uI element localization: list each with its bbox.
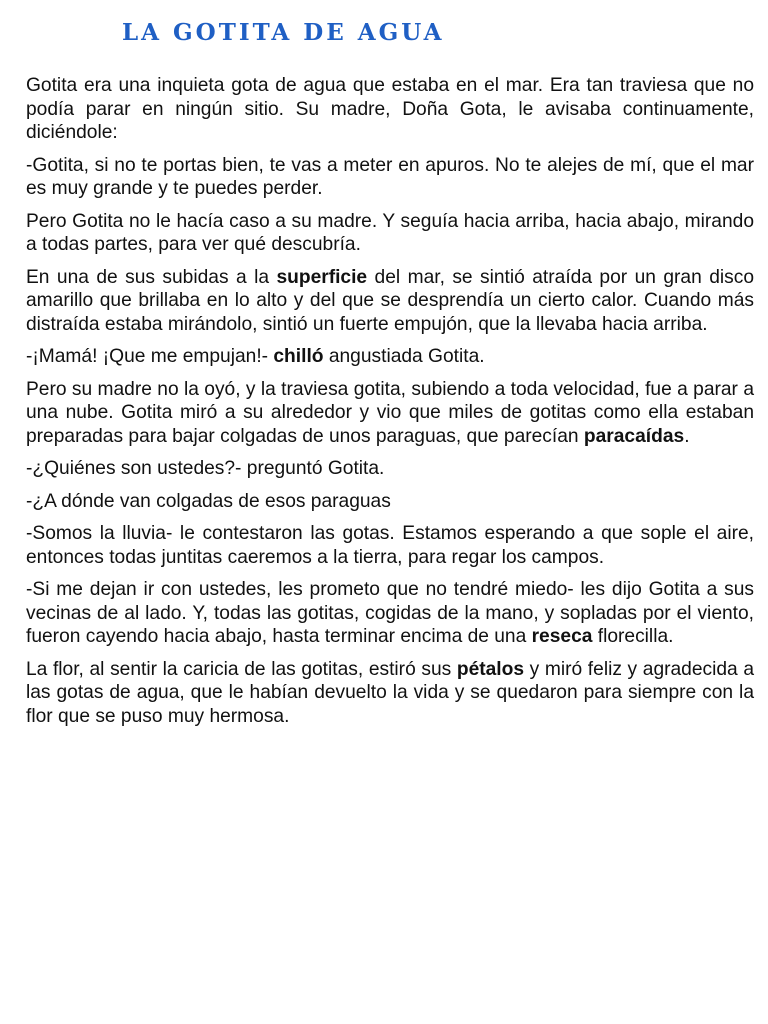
text-run: florecilla.: [592, 626, 674, 647]
bold-word: chilló: [273, 346, 324, 367]
story-body: [26, 74, 754, 728]
text-run: -Gotita, si no te portas bien, te vas a meter en apuros. No te alejes de mí, que el mar es muy grande y te puedes perder.: [26, 154, 754, 199]
paragraph: [26, 522, 754, 569]
text-run: Gotita era una inquieta gota de agua que estaba en el mar. Era tan traviesa que no podía parar en ningún sitio. Su madre, Doña Gota, le avisaba continuamente, diciéndole:: [26, 75, 754, 143]
paragraph: [26, 457, 754, 481]
paragraph: [26, 210, 754, 257]
paragraph: [26, 490, 754, 514]
text-run: del mar, se sintió atraída por un gran disco amarillo que brillaba en lo alto y del que se desprendía un cierto calor. Cuando más distraída estaba mirándolo, sintió un fuerte empujón, que la llevaba hacia arriba.: [26, 266, 754, 335]
text-run: En una de sus subidas a la: [26, 266, 277, 288]
text-run: -Si me dejan ir con ustedes, les prometo que no tendré miedo- les dijo Gotita a sus vecinas de al lado. Y, todas las gotitas, cogidas de la mano, y sopladas por el viento, fueron cayendo hacia abajo, hasta terminar encima de una: [26, 579, 754, 647]
paragraph: [26, 266, 754, 337]
paragraph: [26, 74, 754, 145]
text-run: La flor, al sentir la caricia de las gotitas, estiró sus: [26, 658, 457, 680]
text-run: y miró feliz y agradecida a las gotas de agua, que le habían devuelto la vida y se quedaron para siempre con la flor que se puso muy hermosa.: [26, 658, 755, 727]
story-title: LA GOTITA DE AGUA: [122, 19, 445, 46]
text-run: -Somos la lluvia- le contestaron las gotas. Estamos esperando a que sople el aire, entonces todas juntitas caeremos a la tierra, para regar los campos.: [26, 523, 754, 568]
bold-word: paracaídas: [583, 425, 685, 447]
bold-word: superficie: [276, 266, 368, 288]
paragraph: [26, 378, 754, 449]
text-run: -¿Quiénes son ustedes?- preguntó Gotita.: [26, 458, 385, 479]
text-run: angustiada Gotita.: [323, 346, 485, 367]
text-run: Pero su madre no la oyó, y la traviesa gotita, subiendo a toda velocidad, fue a parar a una nube. Gotita miró a su alrededor y vio que miles de gotitas como ella estaban preparadas para bajar colgadas de unos paraguas, que parecían: [26, 378, 754, 447]
paragraph: [26, 154, 754, 201]
text-run: Pero Gotita no le hacía caso a su madre. Y seguía hacia arriba, hacia abajo, mirando a todas partes, para ver qué descubría.: [26, 210, 754, 255]
paragraph: [26, 578, 754, 649]
text-run: -¡Mamá! ¡Que me empujan!-: [26, 346, 274, 367]
bold-word: pétalos: [456, 658, 525, 680]
paragraph: [26, 658, 754, 729]
paragraph: [26, 345, 754, 369]
text-run: .: [684, 425, 690, 447]
text-run: -¿A dónde van colgadas de esos paraguas: [26, 490, 391, 512]
bold-word: reseca: [531, 626, 593, 647]
